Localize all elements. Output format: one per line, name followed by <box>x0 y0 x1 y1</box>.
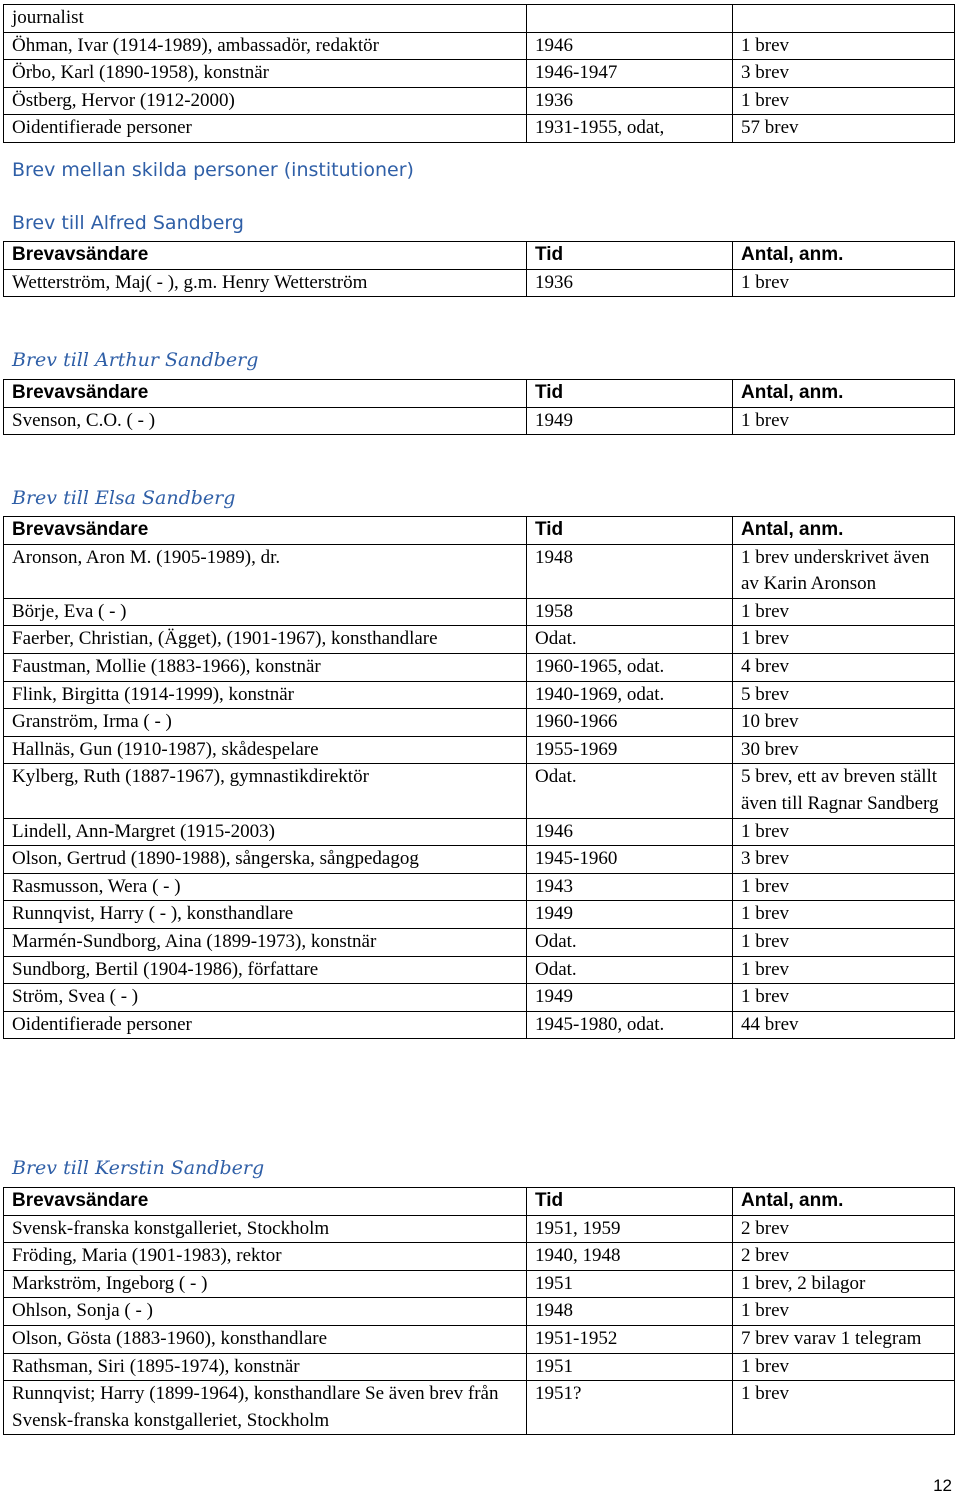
table-row <box>4 681 955 709</box>
column-header-sender: Brevavsändare <box>4 380 527 408</box>
cell-time: 1945-1960 <box>527 846 733 874</box>
cell-sender: Rasmusson, Wera ( - ) <box>4 873 527 901</box>
heading-elsa: Brev till Elsa Sandberg <box>12 487 236 509</box>
table-header-row <box>4 517 955 545</box>
alfred-table <box>3 241 955 297</box>
cell-count: 1 brev <box>733 984 955 1012</box>
cell-sender: Ström, Svea ( - ) <box>4 984 527 1012</box>
cell-sender: Ohlson, Sonja ( - ) <box>4 1298 527 1326</box>
table-row <box>4 269 955 297</box>
cell-sender: Faustman, Mollie (1883-1966), konstnär <box>4 653 527 681</box>
cell-count: 5 brev <box>733 681 955 709</box>
table-row <box>4 901 955 929</box>
cell-time: Odat. <box>527 626 733 654</box>
cell-sender: journalist <box>4 5 527 33</box>
cell-count: 1 brev <box>733 598 955 626</box>
column-header-time: Tid <box>527 380 733 408</box>
cell-sender: Rathsman, Siri (1895-1974), konstnär <box>4 1353 527 1381</box>
cell-time: 1949 <box>527 901 733 929</box>
cell-sender: Aronson, Aron M. (1905-1989), dr. <box>4 544 527 598</box>
table-row <box>4 1011 955 1039</box>
top-table <box>3 4 955 143</box>
cell-time: 1958 <box>527 598 733 626</box>
cell-count: 1 brev <box>733 873 955 901</box>
cell-time: Odat. <box>527 764 733 818</box>
table-row <box>4 653 955 681</box>
table-row <box>4 928 955 956</box>
cell-count: 2 brev <box>733 1243 955 1271</box>
cell-count: 57 brev <box>733 115 955 143</box>
cell-count: 2 brev <box>733 1215 955 1243</box>
cell-sender: Marmén-Sundborg, Aina (1899-1973), konstnär <box>4 928 527 956</box>
cell-sender: Oidentifierade personer <box>4 115 527 143</box>
cell-sender: Östberg, Hervor (1912-2000) <box>4 87 527 115</box>
cell-count: 1 brev <box>733 87 955 115</box>
table-row <box>4 598 955 626</box>
cell-count: 1 brev <box>733 901 955 929</box>
column-header-sender: Brevavsändare <box>4 517 527 545</box>
table-row <box>4 407 955 435</box>
table-row <box>4 873 955 901</box>
cell-count: 1 brev <box>733 269 955 297</box>
table-row <box>4 1325 955 1353</box>
cell-sender: Wetterström, Maj( - ), g.m. Henry Wetterström <box>4 269 527 297</box>
cell-sender: Runnqvist, Harry ( - ), konsthandlare <box>4 901 527 929</box>
cell-time: 1960-1965, odat. <box>527 653 733 681</box>
cell-time <box>527 5 733 33</box>
cell-sender: Granström, Irma ( - ) <box>4 709 527 737</box>
cell-sender: Runnqvist; Harry (1899-1964), konsthandlare Se även brev från Svensk-franska konstgalleriet, Stockholm <box>4 1381 527 1435</box>
cell-count: 4 brev <box>733 653 955 681</box>
cell-sender: Hallnäs, Gun (1910-1987), skådespelare <box>4 736 527 764</box>
kerstin-table <box>3 1187 955 1435</box>
cell-sender: Faerber, Christian, (Ägget), (1901-1967), konsthandlare <box>4 626 527 654</box>
cell-sender: Flink, Birgitta (1914-1999), konstnär <box>4 681 527 709</box>
column-header-sender: Brevavsändare <box>4 242 527 270</box>
table-header-row <box>4 1188 955 1216</box>
cell-count: 1 brev <box>733 32 955 60</box>
cell-sender: Olson, Gertrud (1890-1988), sångerska, sångpedagog <box>4 846 527 874</box>
table-row <box>4 115 955 143</box>
table-row <box>4 709 955 737</box>
table-row <box>4 818 955 846</box>
table-row <box>4 1215 955 1243</box>
column-header-count: Antal, anm. <box>733 1188 955 1216</box>
cell-time: 1951? <box>527 1381 733 1435</box>
column-header-time: Tid <box>527 1188 733 1216</box>
cell-time: 1946 <box>527 32 733 60</box>
cell-sender: Olson, Gösta (1883-1960), konsthandlare <box>4 1325 527 1353</box>
cell-time: 1951 <box>527 1270 733 1298</box>
table-row <box>4 1270 955 1298</box>
table-header-row <box>4 380 955 408</box>
column-header-count: Antal, anm. <box>733 242 955 270</box>
cell-time: 1945-1980, odat. <box>527 1011 733 1039</box>
cell-count: 1 brev underskrivet även av Karin Aronson <box>733 544 955 598</box>
cell-sender: Svenson, C.O. ( - ) <box>4 407 527 435</box>
cell-count: 1 brev <box>733 1298 955 1326</box>
cell-sender: Sundborg, Bertil (1904-1986), författare <box>4 956 527 984</box>
table-row <box>4 846 955 874</box>
cell-time: 1949 <box>527 984 733 1012</box>
cell-time: 1951-1952 <box>527 1325 733 1353</box>
arthur-table <box>3 379 955 435</box>
cell-count: 30 brev <box>733 736 955 764</box>
cell-time: 1946 <box>527 818 733 846</box>
cell-time: 1936 <box>527 87 733 115</box>
heading-arthur: Brev till Arthur Sandberg <box>12 349 259 371</box>
cell-sender: Fröding, Maria (1901-1983), rektor <box>4 1243 527 1271</box>
column-header-count: Antal, anm. <box>733 380 955 408</box>
page-number: 12 <box>933 1476 952 1495</box>
cell-count <box>733 5 955 33</box>
table-row <box>4 1353 955 1381</box>
cell-count: 1 brev <box>733 956 955 984</box>
cell-time: 1940, 1948 <box>527 1243 733 1271</box>
table-row <box>4 764 955 818</box>
table-row <box>4 626 955 654</box>
cell-time: 1949 <box>527 407 733 435</box>
cell-time: 1931-1955, odat, <box>527 115 733 143</box>
table-row <box>4 5 955 33</box>
table-row <box>4 1243 955 1271</box>
cell-count: 7 brev varav 1 telegram <box>733 1325 955 1353</box>
cell-time: 1946-1947 <box>527 60 733 88</box>
table-row <box>4 736 955 764</box>
table-row <box>4 984 955 1012</box>
cell-time: 1951 <box>527 1353 733 1381</box>
table-row <box>4 87 955 115</box>
cell-time: 1943 <box>527 873 733 901</box>
cell-time: 1955-1969 <box>527 736 733 764</box>
cell-sender: Lindell, Ann-Margret (1915-2003) <box>4 818 527 846</box>
heading-alfred: Brev till Alfred Sandberg <box>12 212 244 234</box>
cell-sender: Oidentifierade personer <box>4 1011 527 1039</box>
cell-count: 1 brev <box>733 1353 955 1381</box>
cell-count: 1 brev <box>733 407 955 435</box>
cell-time: 1948 <box>527 1298 733 1326</box>
table-row <box>4 1381 955 1435</box>
table-row <box>4 60 955 88</box>
table-row <box>4 544 955 598</box>
heading-kerstin: Brev till Kerstin Sandberg <box>12 1157 265 1179</box>
cell-time: 1960-1966 <box>527 709 733 737</box>
cell-count: 1 brev <box>733 818 955 846</box>
cell-count: 44 brev <box>733 1011 955 1039</box>
cell-time: 1948 <box>527 544 733 598</box>
elsa-table <box>3 516 955 1039</box>
column-header-time: Tid <box>527 517 733 545</box>
cell-count: 3 brev <box>733 60 955 88</box>
cell-count: 1 brev <box>733 1381 955 1435</box>
column-header-time: Tid <box>527 242 733 270</box>
cell-time: Odat. <box>527 928 733 956</box>
cell-count: 1 brev <box>733 928 955 956</box>
cell-sender: Kylberg, Ruth (1887-1967), gymnastikdirektör <box>4 764 527 818</box>
cell-time: 1936 <box>527 269 733 297</box>
cell-sender: Svensk-franska konstgalleriet, Stockholm <box>4 1215 527 1243</box>
column-header-sender: Brevavsändare <box>4 1188 527 1216</box>
cell-count: 5 brev, ett av breven ställt även till Ragnar Sandberg <box>733 764 955 818</box>
cell-sender: Börje, Eva ( - ) <box>4 598 527 626</box>
cell-count: 1 brev, 2 bilagor <box>733 1270 955 1298</box>
table-row <box>4 32 955 60</box>
cell-time: 1951, 1959 <box>527 1215 733 1243</box>
table-row <box>4 1298 955 1326</box>
heading-between: Brev mellan skilda personer (institutioner) <box>12 159 414 181</box>
table-header-row <box>4 242 955 270</box>
table-row <box>4 956 955 984</box>
cell-time: 1940-1969, odat. <box>527 681 733 709</box>
cell-count: 3 brev <box>733 846 955 874</box>
cell-sender: Örbo, Karl (1890-1958), konstnär <box>4 60 527 88</box>
column-header-count: Antal, anm. <box>733 517 955 545</box>
cell-sender: Öhman, Ivar (1914-1989), ambassadör, redaktör <box>4 32 527 60</box>
cell-time: Odat. <box>527 956 733 984</box>
cell-sender: Markström, Ingeborg ( - ) <box>4 1270 527 1298</box>
cell-count: 1 brev <box>733 626 955 654</box>
cell-count: 10 brev <box>733 709 955 737</box>
